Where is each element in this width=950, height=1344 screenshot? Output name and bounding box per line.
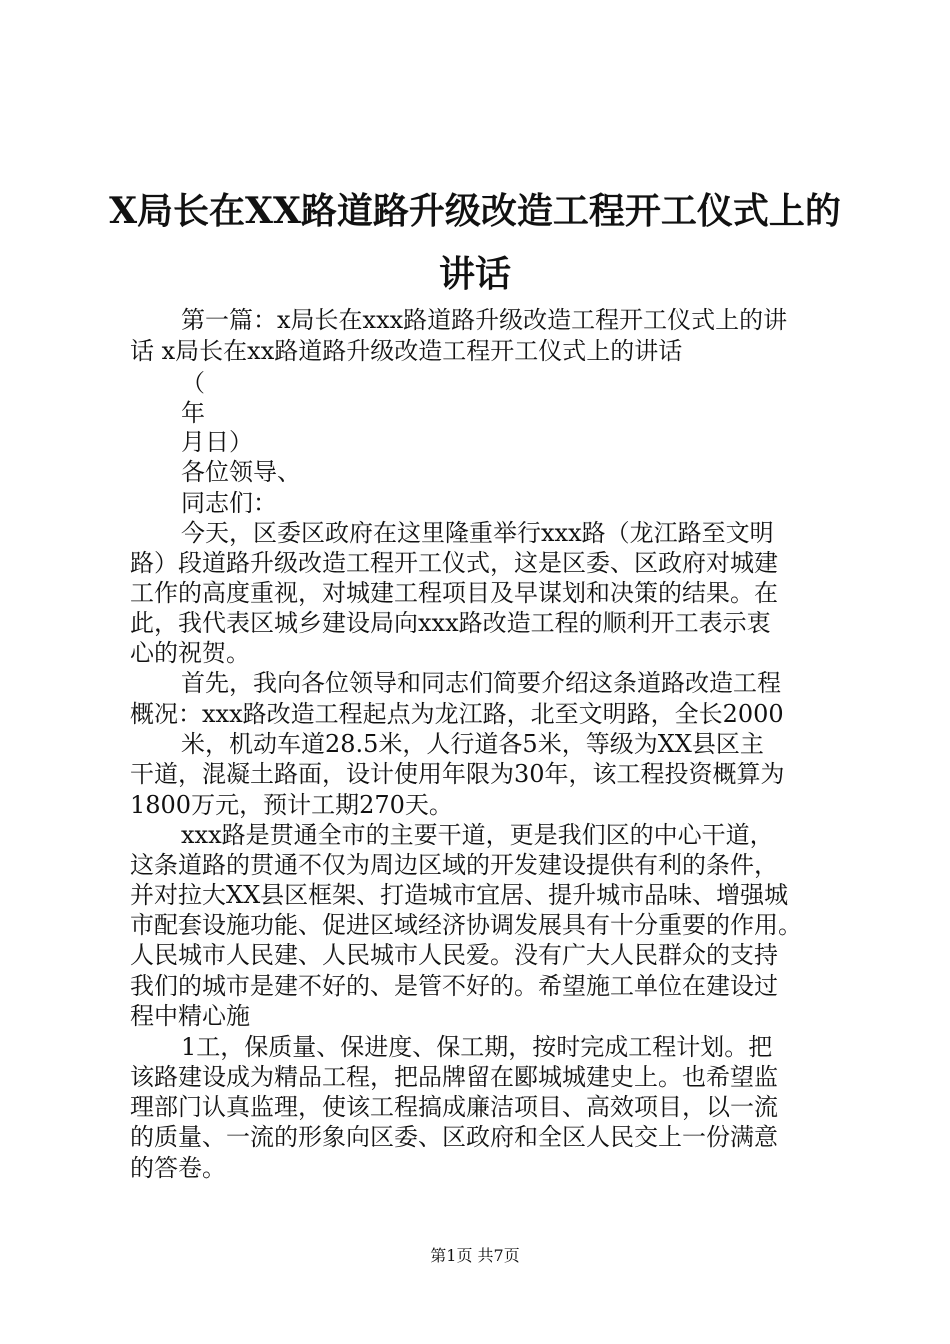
- body-line: 市配套设施功能、促进区域经济协调发展具有十分重要的作用。: [130, 911, 802, 939]
- body-line: 第一篇：x局长在xxx路道路升级改造工程开工仪式上的讲: [181, 306, 788, 334]
- body-line: 1工，保质量、保进度、保工期，按时完成工程计划。把: [181, 1033, 773, 1061]
- body-line: 我们的城市是建不好的、是管不好的。希望施工单位在建设过: [130, 972, 778, 1000]
- body-line: 并对拉大XX县区框架、打造城市宜居、提升城市品味、增强城: [130, 881, 789, 909]
- body-line: 工作的高度重视，对城建工程项目及早谋划和决策的结果。在: [130, 579, 778, 607]
- body-line: xxx路是贯通全市的主要干道，更是我们区的中心干道，: [181, 821, 774, 849]
- body-line: 同志们：: [181, 489, 277, 517]
- body-line: （: [181, 369, 205, 397]
- body-line: 的质量、一流的形象向区委、区政府和全区人民交上一份满意: [130, 1123, 778, 1151]
- body-line: 年: [181, 399, 205, 427]
- body-line: 概况：xxx路改造工程起点为龙江路，北至文明路，全长2000: [130, 700, 784, 728]
- body-line: 今天，区委区政府在这里隆重举行xxx路（龙江路至文明: [181, 519, 774, 547]
- body-line: 首先，我向各位领导和同志们简要介绍这条道路改造工程: [181, 669, 781, 697]
- body-line: 心的祝贺。: [130, 639, 250, 667]
- body-line: 此，我代表区城乡建设局向xxx路改造工程的顺利开工表示衷: [130, 609, 771, 637]
- body-line: 各位领导、: [181, 458, 301, 486]
- document-title-line-1: X局长在XX路道路升级改造工程开工仪式上的: [109, 190, 841, 232]
- body-line: 的答卷。: [130, 1154, 226, 1182]
- body-line: 1800万元，预计工期270天。: [130, 791, 453, 819]
- body-line: 程中精心施: [130, 1002, 250, 1030]
- body-line: 路）段道路升级改造工程开工仪式，这是区委、区政府对城建: [130, 549, 778, 577]
- body-line: 话 x局长在xx路道路升级改造工程开工仪式上的讲话: [130, 337, 683, 365]
- page-number: 第1页 共7页: [430, 1246, 520, 1265]
- body-line: 该路建设成为精品工程，把品牌留在郾城城建史上。也希望监: [130, 1063, 778, 1091]
- body-line: 米，机动车道28.5米，人行道各5米，等级为XX县区主: [181, 730, 764, 758]
- body-line: 月日）: [181, 428, 253, 456]
- document-title-line-2: 讲话: [438, 253, 511, 295]
- body-line: 理部门认真监理，使该工程搞成廉洁项目、高效项目，以一流: [130, 1093, 778, 1121]
- body-line: 人民城市人民建、人民城市人民爱。没有广大人民群众的支持: [130, 941, 778, 969]
- body-line: 干道，混凝土路面，设计使用年限为30年，该工程投资概算为: [130, 760, 785, 788]
- body-line: 这条道路的贯通不仅为周边区域的开发建设提供有利的条件，: [130, 851, 778, 879]
